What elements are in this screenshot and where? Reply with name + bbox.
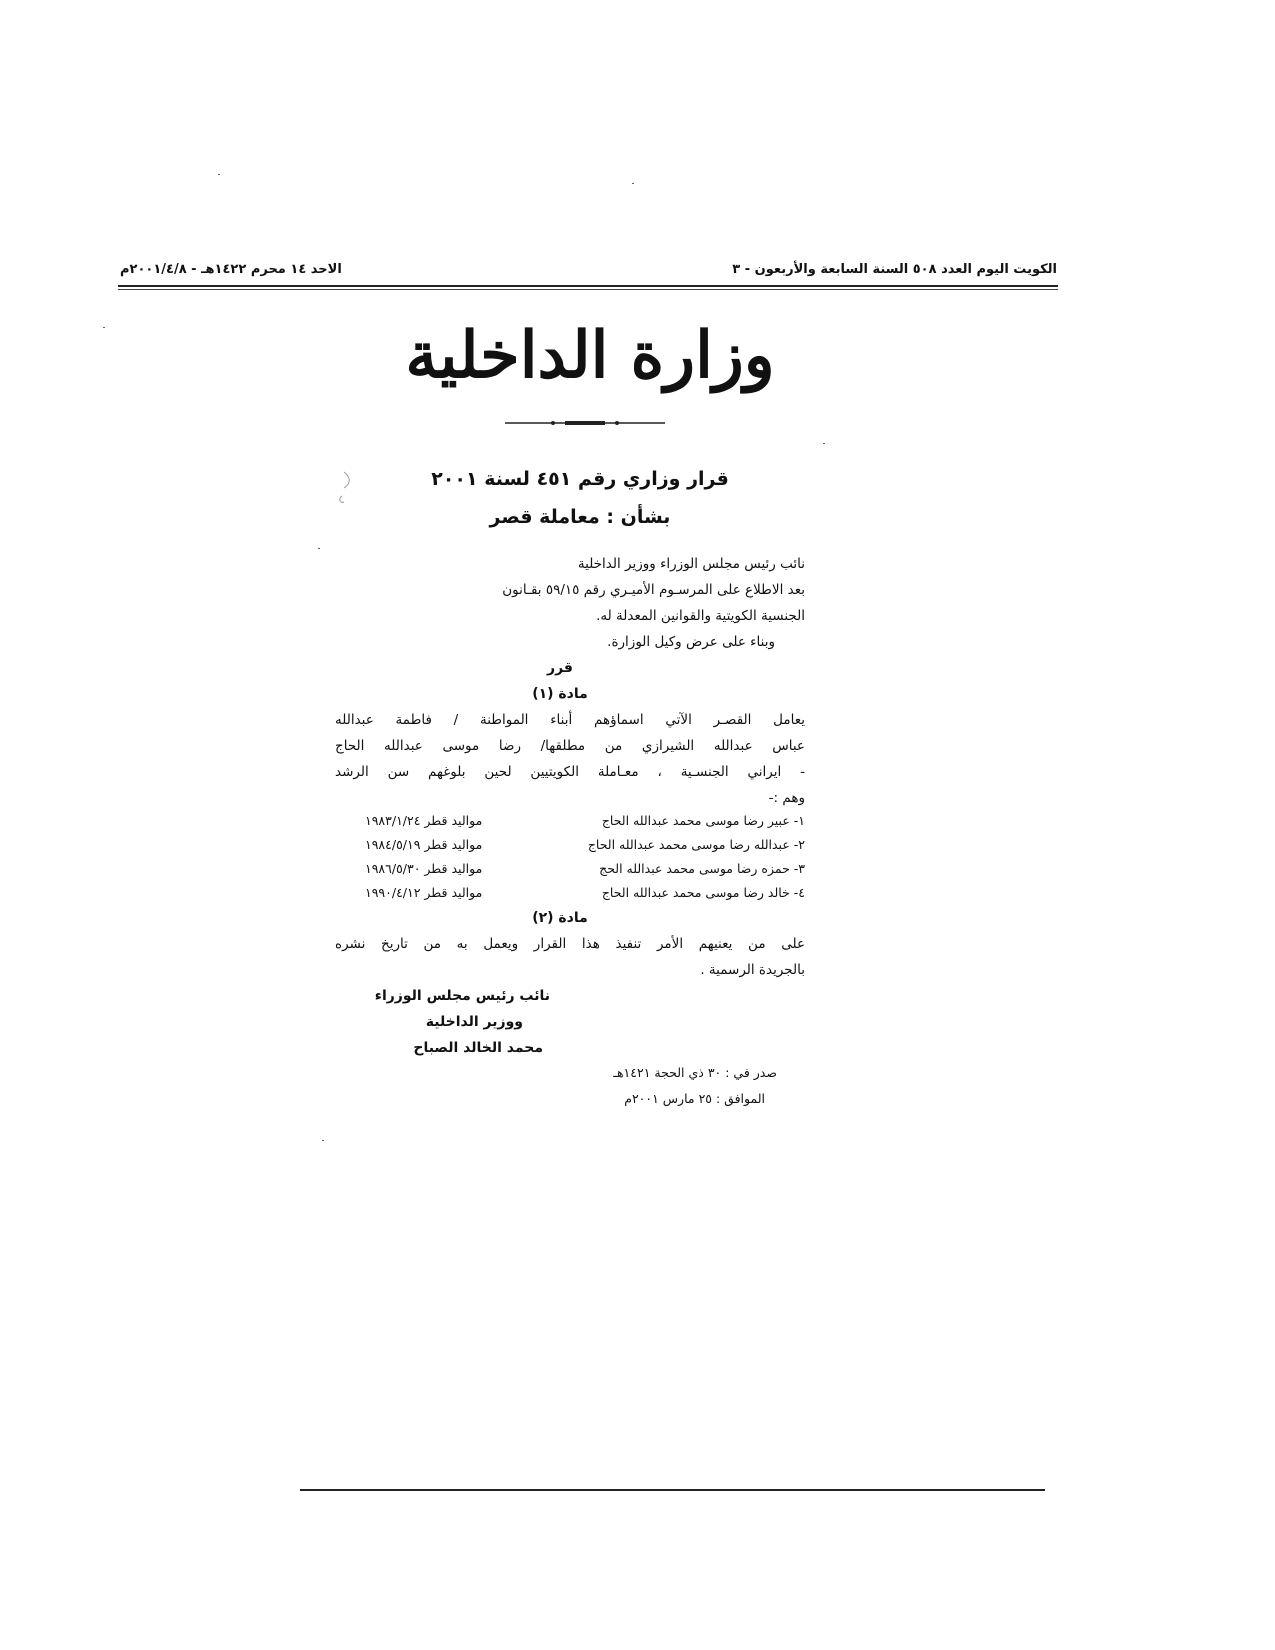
issuer-line: نائب رئيس مجلس الوزراء ووزير الداخلية <box>577 556 805 572</box>
decision-title: قرار وزاري رقم ٤٥١ لسنة ٢٠٠١ <box>431 468 729 490</box>
minor-birth: مواليد قطر ١٩٨٣/١/٢٤ <box>365 813 483 828</box>
minor-name: ٢- عبدالله رضا موسى محمد عبدالله الحاج <box>587 837 805 852</box>
issued-date-hijri: صدر في : ٣٠ ذي الحجة ١٤٢١هـ <box>613 1065 777 1080</box>
preamble-line: بعد الاطلاع على المرسـوم الأميـري رقم ٥٩/١٥ بقـانون <box>502 582 805 598</box>
article-1-text: يعامل القصـر الآتي اسماؤهم أبناء المواطنة / فاطمة عبدالله <box>335 712 805 728</box>
signature-title: نائب رئيس مجلس الوزراء <box>374 988 550 1004</box>
article-1-text: وهم :- <box>768 790 805 806</box>
list-item <box>365 861 805 876</box>
article-1-text: عباس عبدالله الشيرازي من مطلقها/ رضا موسى عبدالله الحاج <box>335 738 805 754</box>
minor-birth: مواليد قطر ١٩٨٦/٥/٣٠ <box>365 861 483 876</box>
footer-rule <box>300 1489 1045 1491</box>
header-date: الاحد ١٤ محرم ١٤٢٢هـ - ٢٠٠١/٤/٨م <box>120 262 342 277</box>
preamble-line: وبناء على عرض وكيل الوزارة. <box>607 634 775 650</box>
scan-speck <box>632 183 634 184</box>
header-rule-thin <box>118 289 1058 290</box>
minor-name: ١- عبير رضا موسى محمد عبدالله الحاج <box>601 813 805 828</box>
list-item <box>365 813 805 828</box>
list-item <box>365 885 805 900</box>
header-rule <box>118 285 1058 287</box>
article-1-text: - ايراني الجنسـية ، معـاملة الكويتيين لحين بلوغهم سن الرشد <box>335 764 805 780</box>
scan-speck <box>103 327 105 328</box>
list-item <box>365 837 805 852</box>
scan-speck <box>318 548 320 549</box>
decision-subject: بشأن : معاملة قصر <box>489 506 671 528</box>
minor-birth: مواليد قطر ١٩٩٠/٤/١٢ <box>365 885 483 900</box>
ministry-title: وزارة الداخلية <box>405 318 775 393</box>
signature-title: ووزير الداخلية <box>425 1014 523 1030</box>
preamble-line: الجنسية الكويتية والقوانين المعدلة له. <box>596 608 805 624</box>
signature-name: محمد الخالد الصباح <box>413 1040 543 1056</box>
article-1-heading: مادة (١) <box>532 686 588 702</box>
minor-birth: مواليد قطر ١٩٨٤/٥/١٩ <box>365 837 483 852</box>
article-2-text: على من يعنيهم الأمر تنفيذ هذا القرار ويعمل به من تاريخ نشره <box>335 936 805 952</box>
decided-heading: قرر <box>547 660 573 676</box>
issued-date-gregorian: الموافق : ٢٥ مارس ٢٠٠١م <box>624 1091 765 1106</box>
scan-speck <box>823 443 825 444</box>
minor-name: ٣- حمزه رضا موسى محمد عبدالله الحج <box>599 861 805 876</box>
scan-speck <box>218 174 220 175</box>
minor-name: ٤- خالد رضا موسى محمد عبدالله الحاج <box>601 885 805 900</box>
article-2-heading: مادة (٢) <box>532 910 588 926</box>
margin-scribble <box>330 468 360 508</box>
scan-speck <box>322 1140 324 1141</box>
title-ornament <box>505 418 665 428</box>
article-2-text: بالجريدة الرسمية . <box>700 962 805 978</box>
header-issue-info: الكويت اليوم العدد ٥٠٨ السنة السابعة والأربعون - ٣ <box>732 262 1057 277</box>
